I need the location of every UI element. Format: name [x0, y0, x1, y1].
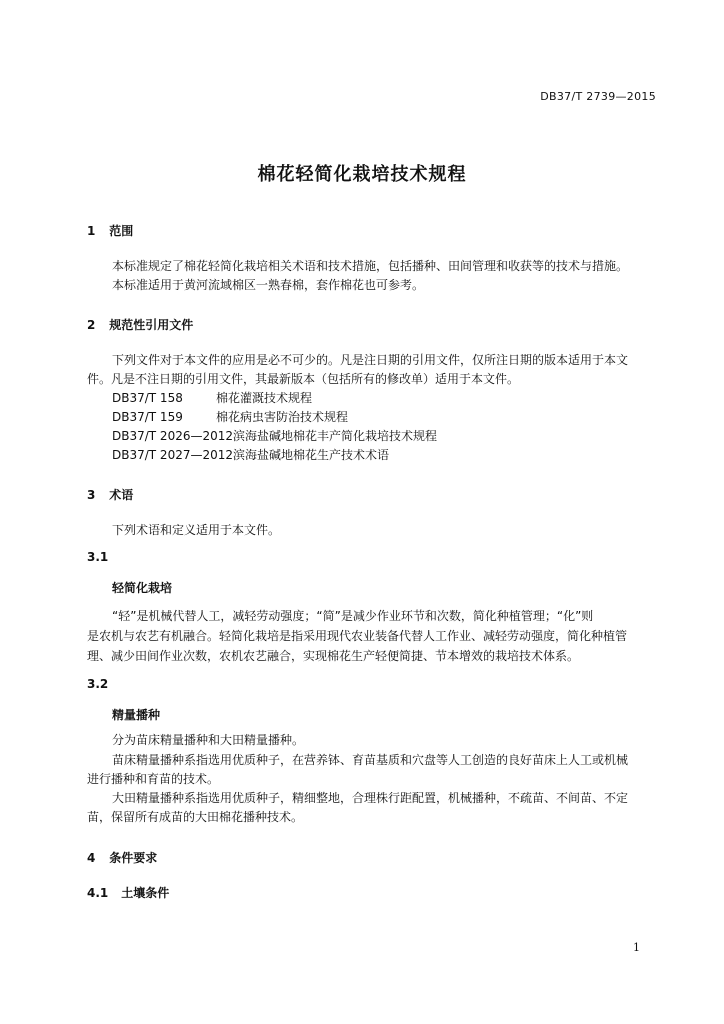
subsection-heading-soil: [87, 884, 169, 901]
paragraph-line: 本标准适用于黄河流域棉区一熟春棉，套作棉花也可参考。: [112, 278, 425, 292]
section-title: 条件要求: [109, 851, 158, 865]
reference-name: 滨海盐碱地棉花丰产简化栽培技术规程: [233, 429, 438, 443]
paragraph-line: 件。凡是不注日期的引用文件，其最新版本（包括所有的修改单）适用于本文件。: [87, 372, 520, 386]
paragraph-line: 是农机与农艺有机融合。轻简化栽培是指采用现代农业装备代替人工作业、减轻劳动强度，简化种植管: [87, 629, 628, 643]
paragraph-line: “轻”是机械代替人工，减轻劳动强度；“简”是减少作业环节和次数，简化种植管理；“化”则: [112, 609, 594, 623]
term-heading: 轻简化栽培: [112, 581, 173, 595]
reference-item: [112, 448, 389, 462]
section-heading-normative: [87, 316, 193, 333]
reference-name: 滨海盐碱地棉花生产技术术语: [233, 448, 390, 462]
document-title: 棉花轻简化栽培技术规程: [257, 164, 467, 185]
section-heading-scope: [87, 222, 133, 239]
reference-item: [112, 410, 348, 424]
page-number: 1: [633, 941, 640, 954]
reference-code: DB37/T 2026—2012: [112, 429, 234, 443]
reference-name: 棉花灌溉技术规程: [216, 391, 313, 405]
reference-code: DB37/T 158: [112, 391, 183, 405]
section-number: 2: [87, 318, 96, 332]
paragraph-line: 下列文件对于本文件的应用是必不可少的。凡是注日期的引用文件，仅所注日期的版本适用于本文: [112, 353, 629, 367]
subsection-title: 土壤条件: [121, 886, 170, 900]
paragraph-line: 苗，保留所有成苗的大田棉花播种技术。: [87, 810, 304, 824]
reference-name: 棉花病虫害防治技术规程: [216, 410, 349, 424]
reference-item: [112, 391, 312, 405]
paragraph-line: 下列术语和定义适用于本文件。: [112, 523, 281, 537]
section-heading-conditions: [87, 849, 157, 866]
section-title: 术语: [109, 488, 134, 502]
paragraph-line: 苗床精量播种系指选用优质种子，在营养钵、育苗基质和穴盘等人工创造的良好苗床上人工或机械: [112, 753, 629, 767]
reference-item: [112, 429, 437, 443]
standard-code: DB37/T 2739—2015: [540, 90, 656, 103]
reference-code: DB37/T 2027—2012: [112, 448, 234, 462]
section-number: 1: [87, 224, 96, 238]
paragraph-line: 大田精量播种系指选用优质种子，精细整地，合理株行距配置，机械播种，不疏苗、不间苗、不定: [112, 791, 629, 805]
paragraph-line: 本标准规定了棉花轻简化栽培相关术语和技术措施，包括播种、田间管理和收获等的技术与措施。: [112, 259, 629, 273]
paragraph-line: 理、减少田间作业次数，农机农艺融合，实现棉花生产轻便简捷、节本增效的栽培技术体系。: [87, 649, 580, 663]
section-title: 规范性引用文件: [109, 318, 194, 332]
paragraph-line: 进行播种和育苗的技术。: [87, 772, 220, 786]
paragraph-line: 分为苗床精量播种和大田精量播种。: [112, 733, 305, 747]
subsection-number: 3.1: [87, 550, 109, 564]
term-heading: 精量播种: [112, 708, 161, 722]
section-heading-terms: [87, 486, 133, 503]
subsection-number: 4.1: [87, 886, 109, 900]
section-number: 4: [87, 851, 96, 865]
section-title: 范围: [109, 224, 134, 238]
section-number: 3: [87, 488, 96, 502]
reference-code: DB37/T 159: [112, 410, 183, 424]
subsection-number: 3.2: [87, 677, 109, 691]
